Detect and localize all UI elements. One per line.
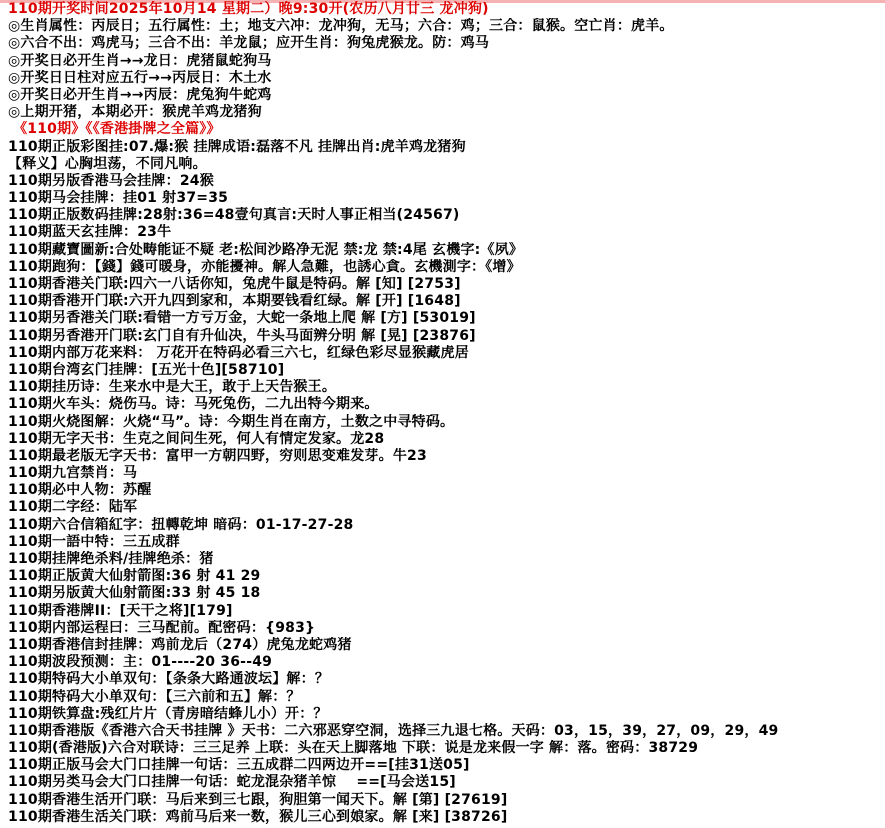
text-line: ◎开奖日日柱对应五行→→丙辰日：木土水 xyxy=(8,69,272,86)
text-line: 110期香港生活开门联：马后来到三七跟，狗胆第一闻天下。解 [第] [27619] xyxy=(8,791,508,808)
text-line: 110期正版黄大仙射箭图:36 射 41 29 xyxy=(8,568,261,585)
text-line: 110期另版黄大仙射箭图:33 射 45 18 xyxy=(8,585,261,602)
text-line: 110期正版数码挂牌:28射:36=48壹句真言:天时人事正相当(24567) xyxy=(8,207,460,224)
text-line: 110期台湾玄门挂牌：[五光十色][58710] xyxy=(8,361,285,378)
text-line: 110期香港牌II：[天干之将][179] xyxy=(8,602,233,619)
text-line: 110期香港信封挂牌：鸡前龙后（274）虎兔龙蛇鸡猪 xyxy=(8,636,352,653)
text-line: 110期藏寶圖新:合处畴能证不疑 老:松间沙路净无泥 禁:龙 禁:4尾 玄機字:《夙》 xyxy=(8,241,524,258)
text-line: 110期特码大小单双句：【条条大路通波坛】解：？ xyxy=(8,671,330,688)
text-line: 110期内部运程曰：三马配前。配密码：{983} xyxy=(8,619,316,636)
text-line: 110期二字经：陆军 xyxy=(8,499,138,516)
text-line: 110期另类马会大门口挂牌一句话：蛇龙混杂猪羊惊 ==[马会送15] xyxy=(8,774,456,791)
text-line: 110期香港开门联:六开九四到家和，本期要钱看红绿。解 [开] [1648] xyxy=(8,293,461,310)
text-line: 110期火烧图解：火烧“马”。诗：今期生肖在南方，土数之中寻特码。 xyxy=(8,413,455,430)
text-line: 110期开奖时间2025年10月14 星期二）晚9:30开(农历八月廿三 龙冲狗) xyxy=(8,1,489,17)
text-line: 110期另香港关门联:看错一方亏万金，大蛇一条地上爬 解 [方] [53019] xyxy=(8,310,476,327)
text-line: 110期香港版《香港六合天书挂牌 》天书：二六邪恶穿空洞，选择三九退七格。天码：03，15，39，27，09，29，49 xyxy=(8,722,779,739)
text-line: 110期最老版无字天书：富甲一方朝四野，穷则思变难发芽。牛23 xyxy=(8,447,427,464)
text-line: 110期跑狗：【錢】錢可暖身，亦能擾神。解人急難，也誘心貪。玄機測字：《增》 xyxy=(8,258,521,275)
text-line: 110期一語中特：三五成群 xyxy=(8,533,180,550)
text-line: 【释义】心胸坦荡，不同凡响。 xyxy=(8,155,207,172)
text-line: ◎六合不出：鸡虎马；三合不出：羊龙鼠；应开生肖：狗兔虎猴龙。防：鸡马 xyxy=(8,35,490,52)
text-line: 110期香港关门联:四六一八话你知，兔虎牛鼠是特码。解 [知] [2753] xyxy=(8,276,461,292)
text-line: 110期铁算盘:残红片片（青房暗结蜂儿小）开：？ xyxy=(8,705,328,722)
text-line: 110期九宫禁肖：马 xyxy=(8,465,138,482)
lottery-tips-document xyxy=(0,1,885,826)
text-line: ◎开奖日必开生肖→→丙辰：虎兔狗牛蛇鸡 xyxy=(8,86,272,103)
text-line: 110期特码大小单双句：【三六前和五】解：？ xyxy=(8,688,301,705)
text-lines xyxy=(0,1,885,826)
text-line: 110期香港生活关门联：鸡前马后来一数，猴儿三心到娘家。解 [来] [38726] xyxy=(8,808,508,825)
text-line: 110期正版马会大门口挂牌一句话：三五成群二四两边开==[挂31送05] xyxy=(8,757,470,774)
text-line: 110期波段预测：主：01----20 36--49 xyxy=(8,654,273,671)
text-line: 110期挂历诗：生来水中是大王，敢于上天告猴王。 xyxy=(8,379,337,396)
text-line: 110期无字天书：生克之间问生死，何人有情定发家。龙28 xyxy=(8,430,385,447)
text-line: 110期(香港版)六合对联诗：三三足养 上联：头在天上脚落地 下联：说是龙来假一字 解：落。密码：38729 xyxy=(8,740,699,757)
text-line: 《110期》《《香港掛牌之全篇》》 xyxy=(8,121,221,138)
text-line: ◎开奖日必开生肖→→龙日：虎猪鼠蛇狗马 xyxy=(8,52,272,69)
text-line: 110期内部万花来料： 万花开在特码必看三六七，红绿色彩尽显猴藏虎居 xyxy=(8,344,469,361)
text-line: 110期马会挂牌：挂01 射37=35 xyxy=(8,190,229,207)
text-line: 110期火车头：烧伤马。诗：马死兔伤，二九出特今期来。 xyxy=(8,396,379,413)
text-line: 110期正版彩图挂:07.爆:猴 挂牌成语:磊落不凡 挂牌出肖:虎羊鸡龙猪狗 xyxy=(8,138,466,155)
text-line: 110期必中人物：苏醒 xyxy=(8,482,152,499)
text-line: 110期挂牌绝杀料/挂牌绝杀：猪 xyxy=(8,551,214,567)
text-line: ◎生肖属性：丙辰日；五行属性：土；地支六冲：龙冲狗，无马；六合：鸡；三合：鼠猴。空亡肖：虎羊。 xyxy=(8,18,674,35)
text-line: ◎上期开猪，本期必开：猴虎羊鸡龙猪狗 xyxy=(8,104,262,121)
text-line: 110期蓝天玄挂牌：23牛 xyxy=(8,224,172,241)
text-line: 110期六合信箱紅字：扭轉乾坤 暗码：01-17-27-28 xyxy=(8,516,354,533)
text-line: 110期另版香港马会挂牌：24猴 xyxy=(8,172,214,189)
text-line: 110期另香港开门联:玄门自有升仙决，牛头马面辨分明 解 [晃] [23876] xyxy=(8,327,476,344)
